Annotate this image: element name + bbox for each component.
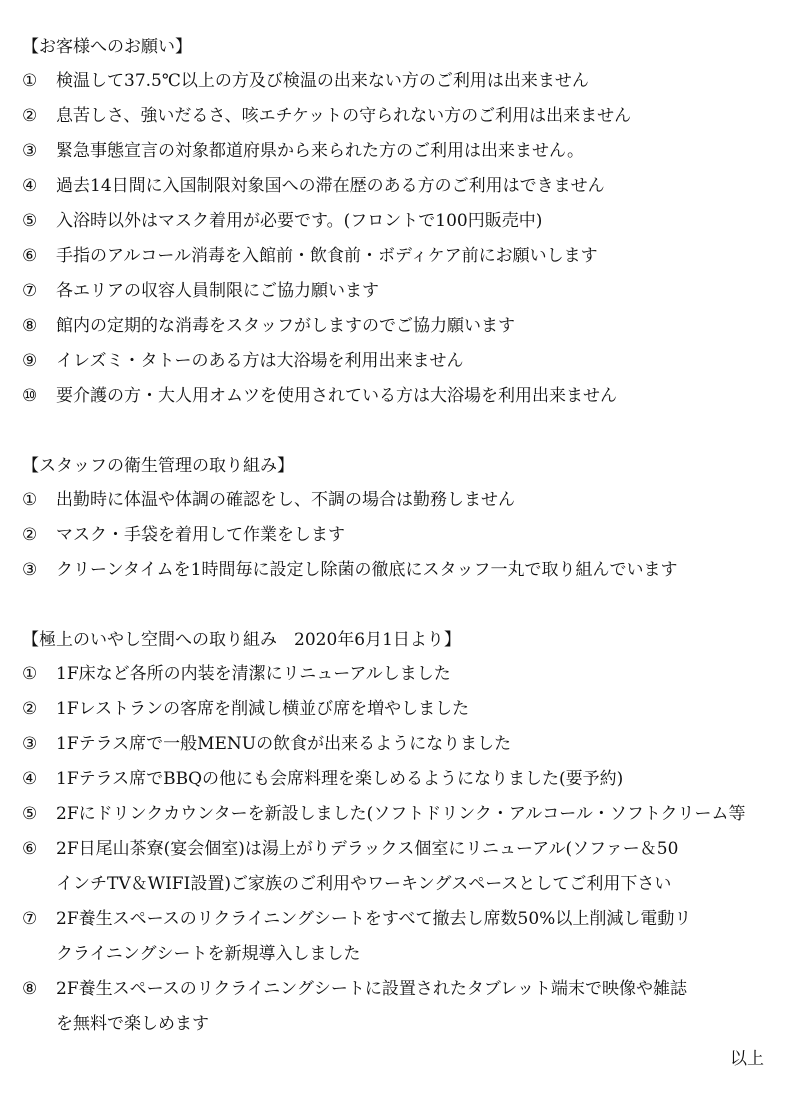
item-text: 入浴時以外はマスク着用が必要です。(フロントで100円販売中): [56, 211, 543, 231]
section-spacer: [22, 588, 778, 623]
list-item: [22, 379, 778, 414]
item-text: 息苦しさ、強いだるさ、咳エチケットの守られない方のご利用は出来ません: [56, 106, 632, 126]
item-number: ②: [22, 106, 38, 126]
item-text: 1Fレストランの客席を削減し横並び席を増やしました: [56, 699, 470, 719]
section-spacer: [22, 414, 778, 449]
list-item: [22, 64, 778, 99]
list-item: [22, 204, 778, 239]
list-item: [22, 239, 778, 274]
list-item: [22, 169, 778, 204]
item-number: ⑦: [22, 281, 38, 301]
item-text: 各エリアの収容人員制限にご協力願います: [56, 281, 379, 301]
item-number: ①: [22, 490, 38, 510]
item-text: 手指のアルコール消毒を入館前・飲食前・ボディケア前にお願いします: [56, 246, 598, 266]
section-title: 【お客様へのお願い】: [22, 37, 192, 57]
item-number: ⑥: [22, 246, 38, 266]
item-text: 2F養生スペースのリクライニングシートに設置されたタブレット端末で映像や雑誌: [56, 979, 688, 999]
item-number: ③: [22, 560, 38, 580]
item-text: 検温して37.5℃以上の方及び検温の出来ない方のご利用は出来ません: [56, 71, 589, 91]
list-item: [22, 483, 778, 518]
list-item: [22, 727, 778, 762]
section-title: 【スタッフの衛生管理の取り組み】: [22, 456, 294, 476]
list-item: [22, 344, 778, 379]
item-number: ①: [22, 664, 38, 684]
item-text: 2F日尾山茶寮(宴会個室)は湯上がりデラックス個室にリニューアル(ソファー＆50: [56, 839, 679, 859]
item-number: ③: [22, 734, 38, 754]
section-title: 【極上のいやし空間への取り組み 2020年6月1日より】: [22, 630, 461, 650]
closing-mark: 以上: [730, 1049, 764, 1069]
item-number: ⑦: [22, 909, 38, 929]
item-number: ⑨: [22, 351, 38, 371]
list-item: [22, 797, 778, 832]
item-text-continued: インチTV＆WIFI設置)ご家族のご利用やワーキングスペースとしてご利用下さい: [56, 874, 672, 894]
item-text: 1Fテラス席でBBQの他にも会席料理を楽しめるようになりました(要予約): [56, 769, 624, 789]
section-relaxation-space: [22, 623, 778, 1042]
list-item: [22, 553, 778, 588]
item-text: 緊急事態宣言の対象都道府県から来られた方のご利用は出来ません。: [56, 141, 585, 161]
list-item: [22, 692, 778, 727]
item-text: 1F床など各所の内装を清潔にリニューアルしました: [56, 664, 451, 684]
item-text: イレズミ・タトーのある方は大浴場を利用出来ません: [56, 351, 464, 371]
item-text: 出勤時に体温や体調の確認をし、不調の場合は勤務しません: [56, 490, 515, 510]
list-item: [22, 99, 778, 134]
item-number: ⑧: [22, 316, 38, 336]
item-number: ①: [22, 71, 38, 91]
list-item: [22, 134, 778, 169]
item-number: ⑩: [22, 386, 38, 406]
item-text: 館内の定期的な消毒をスタッフがしますのでご協力願います: [56, 316, 515, 336]
notice-document: [22, 30, 778, 1077]
item-text: 2F養生スペースのリクライニングシートをすべて撤去し席数50%以上削減し電動リ: [56, 909, 692, 929]
item-text: 過去14日間に入国制限対象国への滞在歴のある方のご利用はできません: [56, 176, 605, 196]
list-item: [22, 902, 778, 972]
item-number: ⑧: [22, 979, 38, 999]
item-number: ④: [22, 176, 38, 196]
list-item: [22, 832, 778, 902]
item-text: 1Fテラス席で一般MENUの飲食が出来るようになりました: [56, 734, 512, 754]
section-staff-hygiene: [22, 449, 778, 588]
item-text: 要介護の方・大人用オムツを使用されている方は大浴場を利用出来ません: [56, 386, 617, 406]
item-number: ③: [22, 141, 38, 161]
list-item: [22, 309, 778, 344]
item-text: クリーンタイムを1時間毎に設定し除菌の徹底にスタッフ一丸で取り組んでいます: [56, 560, 678, 580]
item-number: ④: [22, 769, 38, 789]
item-text: 2Fにドリンクカウンターを新設しました(ソフトドリンク・アルコール・ソフトクリーム等: [56, 804, 746, 824]
item-text: マスク・手袋を着用して作業をします: [56, 525, 345, 545]
list-item: [22, 657, 778, 692]
list-item: [22, 762, 778, 797]
section-customer-requests: [22, 30, 778, 414]
list-item: [22, 518, 778, 553]
item-number: ②: [22, 525, 38, 545]
list-item: [22, 972, 778, 1042]
item-number: ⑥: [22, 839, 38, 859]
item-number: ⑤: [22, 804, 38, 824]
item-text-continued: クライニングシートを新規導入しました: [56, 944, 361, 964]
item-text-continued: を無料で楽しめます: [56, 1014, 209, 1034]
list-item: [22, 274, 778, 309]
item-number: ②: [22, 699, 38, 719]
item-number: ⑤: [22, 211, 38, 231]
